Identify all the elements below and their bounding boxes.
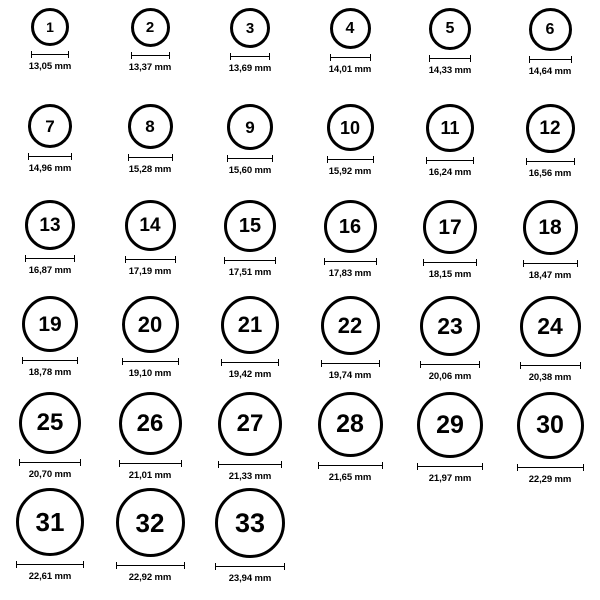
ring-cell xyxy=(200,8,300,104)
ring-diameter-label: 16,24 mm xyxy=(428,167,472,178)
ring-size-label: 9 xyxy=(245,117,255,137)
ring-circle xyxy=(523,200,578,255)
caliper-tick-right xyxy=(71,153,72,160)
diameter-caliper-icon xyxy=(218,461,282,468)
diameter-caliper-icon xyxy=(215,563,285,570)
ring-size-label: 18 xyxy=(538,216,562,239)
diameter-caliper-icon xyxy=(28,153,72,160)
caliper-bar xyxy=(224,260,276,261)
ring-size-label: 19 xyxy=(38,312,62,336)
ring-size-label: 8 xyxy=(145,117,155,136)
ring-circle xyxy=(19,392,81,454)
diameter-caliper-icon xyxy=(420,361,480,368)
ring-cell xyxy=(0,392,100,488)
ring-circle xyxy=(119,392,182,455)
caliper-tick-right xyxy=(382,462,383,469)
ring-size-label: 27 xyxy=(236,410,264,437)
ring-circle xyxy=(218,392,282,456)
caliper-tick-left xyxy=(426,157,427,164)
ring-diameter-label: 21,65 mm xyxy=(328,472,372,483)
diameter-caliper-icon xyxy=(523,260,578,267)
ring-cell xyxy=(400,8,500,104)
ring-cell xyxy=(0,488,100,584)
caliper-bar xyxy=(119,463,182,464)
ring-circle xyxy=(230,8,270,48)
ring-size-label: 15 xyxy=(238,215,262,237)
caliper-tick-left xyxy=(420,361,421,368)
diameter-caliper-icon xyxy=(423,259,477,266)
ring-diameter-label: 16,87 mm xyxy=(28,265,72,276)
ring-diameter-label: 13,69 mm xyxy=(228,63,272,74)
caliper-tick-left xyxy=(423,259,424,266)
diameter-caliper-icon xyxy=(318,462,383,469)
ring-circle xyxy=(520,296,581,357)
diameter-caliper-icon xyxy=(517,464,584,471)
ring-size-label: 24 xyxy=(537,313,563,339)
ring-size-label: 12 xyxy=(539,118,561,139)
ring-circle xyxy=(321,296,380,355)
caliper-tick-left xyxy=(224,257,225,264)
caliper-tick-left xyxy=(520,362,521,369)
caliper-tick-right xyxy=(376,258,377,265)
ring-diameter-label: 20,38 mm xyxy=(528,372,572,383)
ring-size-label: 11 xyxy=(440,118,460,138)
caliper-tick-right xyxy=(269,53,270,60)
ring-size-label: 16 xyxy=(338,215,362,238)
ring-diameter-label: 23,94 mm xyxy=(228,573,272,584)
caliper-tick-right xyxy=(370,54,371,61)
caliper-tick-left xyxy=(221,359,222,366)
ring-cell xyxy=(300,296,400,392)
ring-cell xyxy=(400,296,500,392)
ring-size-label: 22 xyxy=(337,312,363,338)
diameter-caliper-icon xyxy=(221,359,279,366)
ring-size-label: 7 xyxy=(45,116,55,136)
ring-circle xyxy=(25,200,75,250)
caliper-bar xyxy=(31,54,69,55)
ring-size-label: 33 xyxy=(234,507,266,538)
caliper-tick-left xyxy=(218,461,219,468)
caliper-bar xyxy=(429,58,471,59)
ring-diameter-label: 13,37 mm xyxy=(128,62,172,73)
ring-circle xyxy=(318,392,383,457)
ring-circle xyxy=(116,488,185,557)
caliper-tick-left xyxy=(429,55,430,62)
ring-size-label: 26 xyxy=(136,409,164,437)
ring-cell xyxy=(300,8,400,104)
caliper-bar xyxy=(28,156,72,157)
caliper-bar xyxy=(25,258,75,259)
ring-circle xyxy=(125,200,176,251)
ring-size-label: 5 xyxy=(445,20,455,37)
ring-cell xyxy=(500,296,600,392)
ring-size-label: 32 xyxy=(135,507,165,538)
ring-diameter-label: 17,19 mm xyxy=(128,266,172,277)
ring-size-label: 3 xyxy=(245,19,255,37)
ring-size-label: 25 xyxy=(36,409,64,436)
diameter-caliper-icon xyxy=(327,156,374,163)
diameter-caliper-icon xyxy=(125,256,176,263)
caliper-tick-left xyxy=(125,256,126,263)
ring-diameter-label: 17,51 mm xyxy=(228,267,272,278)
caliper-tick-left xyxy=(227,155,228,162)
caliper-bar xyxy=(227,158,273,159)
caliper-tick-left xyxy=(28,153,29,160)
caliper-tick-right xyxy=(172,154,173,161)
ring-diameter-label: 15,92 mm xyxy=(328,166,372,177)
caliper-tick-right xyxy=(379,360,380,367)
ring-circle xyxy=(324,200,377,253)
caliper-tick-right xyxy=(479,361,480,368)
ring-diameter-label: 19,74 mm xyxy=(328,370,372,381)
caliper-bar xyxy=(128,157,173,158)
diameter-caliper-icon xyxy=(122,358,179,365)
ring-diameter-label: 21,33 mm xyxy=(228,471,272,482)
caliper-bar xyxy=(417,466,483,467)
ring-circle xyxy=(417,392,483,458)
ring-cell xyxy=(300,200,400,296)
caliper-tick-right xyxy=(482,463,483,470)
caliper-tick-right xyxy=(583,464,584,471)
ring-size-label: 1 xyxy=(46,19,54,35)
diameter-caliper-icon xyxy=(19,459,81,466)
ring-size-label: 21 xyxy=(237,312,263,337)
caliper-tick-left xyxy=(517,464,518,471)
ring-cell xyxy=(500,8,600,104)
ring-cell xyxy=(500,200,600,296)
caliper-tick-right xyxy=(577,260,578,267)
caliper-tick-right xyxy=(574,158,575,165)
diameter-caliper-icon xyxy=(31,51,69,58)
ring-size-label: 20 xyxy=(137,311,163,337)
ring-circle xyxy=(529,8,572,51)
ring-diameter-label: 13,05 mm xyxy=(28,61,72,72)
caliper-tick-left xyxy=(31,51,32,58)
caliper-tick-left xyxy=(25,255,26,262)
ring-cell xyxy=(100,200,200,296)
ring-diameter-label: 17,83 mm xyxy=(328,268,372,279)
ring-size-label: 13 xyxy=(39,214,61,236)
caliper-tick-right xyxy=(77,357,78,364)
ring-cell xyxy=(400,104,500,200)
caliper-bar xyxy=(321,363,380,364)
ring-diameter-label: 14,01 mm xyxy=(328,64,372,75)
ring-circle xyxy=(122,296,179,353)
caliper-tick-left xyxy=(16,561,17,568)
caliper-bar xyxy=(526,161,575,162)
caliper-tick-left xyxy=(526,158,527,165)
caliper-tick-right xyxy=(272,155,273,162)
caliper-tick-right xyxy=(184,562,185,569)
diameter-caliper-icon xyxy=(426,157,474,164)
caliper-tick-left xyxy=(523,260,524,267)
caliper-tick-right xyxy=(68,51,69,58)
diameter-caliper-icon xyxy=(526,158,575,165)
ring-size-label: 10 xyxy=(339,117,361,138)
caliper-tick-right xyxy=(175,256,176,263)
ring-circle xyxy=(227,104,273,150)
caliper-tick-right xyxy=(74,255,75,262)
caliper-bar xyxy=(22,360,78,361)
ring-circle xyxy=(221,296,279,354)
ring-cell xyxy=(100,296,200,392)
ring-size-label: 4 xyxy=(345,19,355,37)
diameter-caliper-icon xyxy=(330,54,371,61)
diameter-caliper-icon xyxy=(529,56,572,63)
ring-cell xyxy=(200,200,300,296)
ring-size-label: 30 xyxy=(536,411,564,439)
ring-circle xyxy=(517,392,584,459)
ring-circle xyxy=(131,8,170,47)
ring-cell xyxy=(0,296,100,392)
caliper-bar xyxy=(218,464,282,465)
ring-diameter-label: 19,10 mm xyxy=(128,368,172,379)
ring-circle xyxy=(28,104,72,148)
caliper-bar xyxy=(131,55,170,56)
diameter-caliper-icon xyxy=(321,360,380,367)
diameter-caliper-icon xyxy=(25,255,75,262)
caliper-tick-right xyxy=(178,358,179,365)
ring-size-label: 28 xyxy=(336,410,364,438)
caliper-bar xyxy=(318,465,383,466)
ring-circle xyxy=(22,296,78,352)
ring-cell xyxy=(300,392,400,488)
caliper-tick-left xyxy=(330,54,331,61)
ring-diameter-label: 21,01 mm xyxy=(128,470,172,481)
ring-cell xyxy=(0,8,100,104)
ring-circle xyxy=(423,200,477,254)
ring-diameter-label: 16,56 mm xyxy=(528,168,572,179)
caliper-bar xyxy=(230,56,270,57)
caliper-tick-right xyxy=(470,55,471,62)
diameter-caliper-icon xyxy=(429,55,471,62)
ring-circle xyxy=(420,296,480,356)
diameter-caliper-icon xyxy=(324,258,377,265)
ring-circle xyxy=(224,200,276,252)
caliper-tick-left xyxy=(324,258,325,265)
ring-cell xyxy=(100,8,200,104)
caliper-tick-left xyxy=(318,462,319,469)
caliper-tick-left xyxy=(327,156,328,163)
ring-diameter-label: 18,78 mm xyxy=(28,367,72,378)
caliper-tick-left xyxy=(215,563,216,570)
caliper-bar xyxy=(215,566,285,567)
ring-cell xyxy=(100,104,200,200)
caliper-tick-right xyxy=(281,461,282,468)
caliper-bar xyxy=(16,564,84,565)
ring-size-label: 6 xyxy=(545,20,555,38)
caliper-tick-right xyxy=(571,56,572,63)
caliper-tick-left xyxy=(321,360,322,367)
caliper-bar xyxy=(122,361,179,362)
ring-diameter-label: 19,42 mm xyxy=(228,369,272,380)
caliper-tick-right xyxy=(473,157,474,164)
ring-cell xyxy=(100,488,200,584)
caliper-tick-right xyxy=(284,563,285,570)
caliper-tick-left xyxy=(417,463,418,470)
ring-size-label: 23 xyxy=(437,312,463,339)
caliper-tick-right xyxy=(373,156,374,163)
ring-diameter-label: 21,97 mm xyxy=(428,473,472,484)
ring-cell xyxy=(500,104,600,200)
caliper-bar xyxy=(517,467,584,468)
ring-diameter-label: 20,06 mm xyxy=(428,371,472,382)
ring-diameter-label: 22,92 mm xyxy=(128,572,172,583)
caliper-bar xyxy=(423,262,477,263)
diameter-caliper-icon xyxy=(119,460,182,467)
ring-cell xyxy=(100,392,200,488)
ring-size-label: 2 xyxy=(145,19,155,36)
caliper-tick-left xyxy=(122,358,123,365)
ring-cell xyxy=(300,104,400,200)
caliper-tick-left xyxy=(19,459,20,466)
caliper-bar xyxy=(330,57,371,58)
ring-cell xyxy=(200,104,300,200)
caliper-bar xyxy=(324,261,377,262)
ring-cell xyxy=(400,392,500,488)
caliper-bar xyxy=(426,160,474,161)
diameter-caliper-icon xyxy=(227,155,273,162)
caliper-bar xyxy=(420,364,480,365)
ring-diameter-label: 18,47 mm xyxy=(528,270,572,281)
caliper-tick-right xyxy=(275,257,276,264)
caliper-tick-right xyxy=(278,359,279,366)
caliper-bar xyxy=(19,462,81,463)
ring-cell xyxy=(400,200,500,296)
caliper-tick-left xyxy=(128,154,129,161)
diameter-caliper-icon xyxy=(128,154,173,161)
caliper-tick-right xyxy=(83,561,84,568)
caliper-tick-left xyxy=(22,357,23,364)
diameter-caliper-icon xyxy=(131,52,170,59)
ring-cell xyxy=(0,200,100,296)
ring-circle xyxy=(215,488,285,558)
ring-diameter-label: 14,33 mm xyxy=(428,65,472,76)
caliper-bar xyxy=(221,362,279,363)
caliper-bar xyxy=(523,263,578,264)
ring-circle xyxy=(426,104,474,152)
ring-cell xyxy=(500,392,600,488)
caliper-tick-right xyxy=(181,460,182,467)
caliper-tick-left xyxy=(116,562,117,569)
ring-cell xyxy=(0,104,100,200)
diameter-caliper-icon xyxy=(520,362,581,369)
ring-diameter-label: 15,28 mm xyxy=(128,164,172,175)
ring-size-label: 31 xyxy=(35,507,65,537)
ring-size-label: 17 xyxy=(438,215,462,239)
caliper-tick-right xyxy=(476,259,477,266)
ring-diameter-label: 22,61 mm xyxy=(28,571,72,582)
ring-diameter-label: 18,15 mm xyxy=(428,269,472,280)
caliper-bar xyxy=(520,365,581,366)
caliper-tick-right xyxy=(580,362,581,369)
caliper-tick-left xyxy=(529,56,530,63)
ring-diameter-label: 20,70 mm xyxy=(28,469,72,480)
diameter-caliper-icon xyxy=(22,357,78,364)
ring-circle xyxy=(16,488,84,556)
ring-circle xyxy=(429,8,471,50)
ring-size-label: 14 xyxy=(139,215,161,236)
caliper-bar xyxy=(529,59,572,60)
caliper-tick-left xyxy=(131,52,132,59)
ring-diameter-label: 15,60 mm xyxy=(228,165,272,176)
ring-cell xyxy=(200,488,300,584)
ring-diameter-label: 14,64 mm xyxy=(528,66,572,77)
ring-circle xyxy=(31,8,69,46)
caliper-tick-left xyxy=(119,460,120,467)
ring-cell xyxy=(200,296,300,392)
ring-diameter-label: 14,96 mm xyxy=(28,163,72,174)
ring-size-label: 29 xyxy=(436,410,464,439)
ring-cell xyxy=(200,392,300,488)
diameter-caliper-icon xyxy=(16,561,84,568)
caliper-bar xyxy=(116,565,185,566)
caliper-tick-right xyxy=(80,459,81,466)
caliper-tick-left xyxy=(230,53,231,60)
ring-circle xyxy=(526,104,575,153)
ring-circle xyxy=(327,104,374,151)
caliper-tick-right xyxy=(169,52,170,59)
caliper-bar xyxy=(125,259,176,260)
ring-diameter-label: 22,29 mm xyxy=(528,474,572,485)
diameter-caliper-icon xyxy=(230,53,270,60)
diameter-caliper-icon xyxy=(224,257,276,264)
diameter-caliper-icon xyxy=(417,463,483,470)
ring-circle xyxy=(128,104,173,149)
diameter-caliper-icon xyxy=(116,562,185,569)
ring-circle xyxy=(330,8,371,49)
caliper-bar xyxy=(327,159,374,160)
